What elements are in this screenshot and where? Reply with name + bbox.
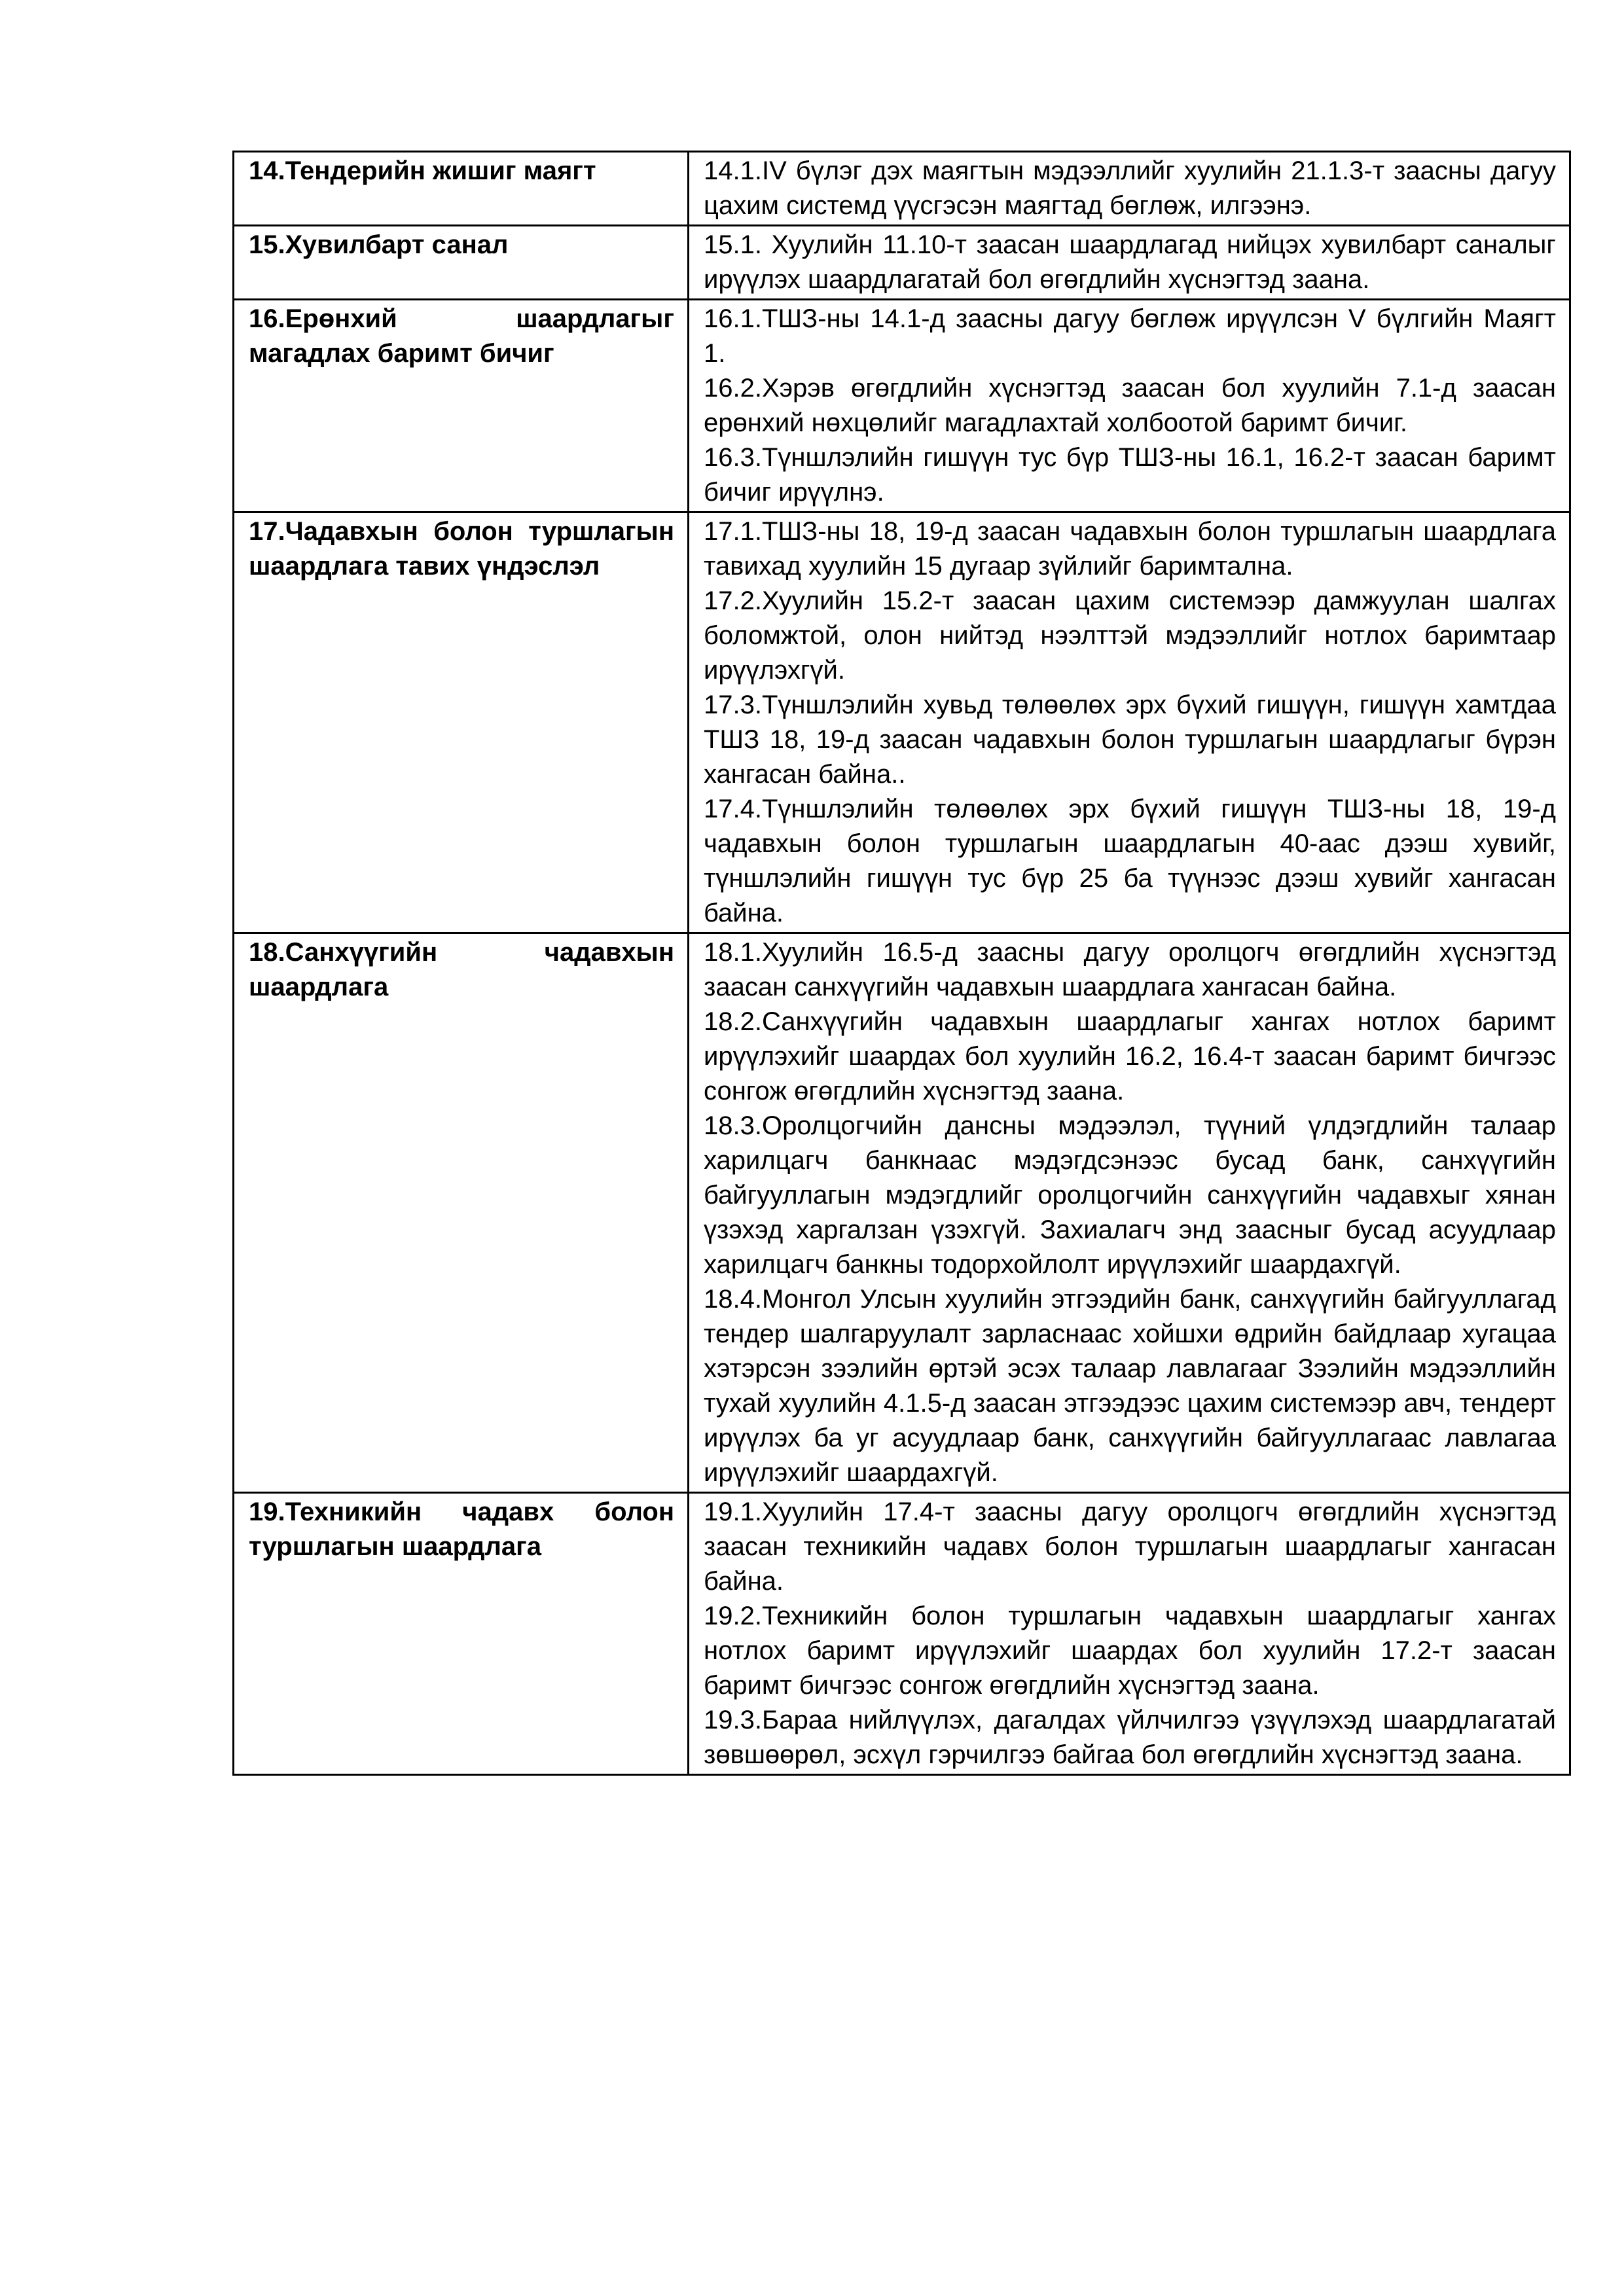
requirements-table — [232, 151, 1571, 1776]
paragraph: 17.1.ТШЗ-ны 18, 19-д заасан чадавхын болон туршлагын шаардлага тавихад хуулийн 15 дугаар зүйлийг баримтална. — [704, 517, 1556, 581]
paragraph: 19.3.Бараа нийлүүлэх, дагалдах үйлчилгээ үзүүлэхэд шаардлагатай зөвшөөрөл, эсхүл гэрчилгээ байгаа бол өгөгдлийн хүснэгтэд заана. — [704, 1706, 1556, 1769]
row-content — [689, 152, 1570, 226]
paragraph: 14.1.IV бүлэг дэх маягтын мэдээллийг хуулийн 21.1.3-т заасны дагуу цахим системд үүсгэсэн маягтад бөглөж, илгээнэ. — [704, 156, 1556, 220]
table-row — [234, 300, 1570, 512]
row-content — [689, 512, 1570, 933]
row-heading: 16.Ерөнхий шаардлагыг магадлах баримт бичиг — [234, 300, 689, 512]
paragraph: 17.3.Түншлэлийн хувьд төлөөлөх эрх бүхий гишүүн, гишүүн хамтдаа ТШЗ 18, 19-д заасан чадавхын болон туршлагын шаардлагыг бүрэн хангасан байна.. — [704, 691, 1556, 789]
row-heading: 15.Хувилбарт санал — [234, 226, 689, 300]
row-content — [689, 933, 1570, 1493]
paragraph: 18.2.Санхүүгийн чадавхын шаардлагыг хангах нотлох баримт ирүүлэхийг шаардах бол хуулийн 16.2, 16.4-т заасан баримт бичгээс сонгож өгөгдлийн хүснэгтэд заана. — [704, 1007, 1556, 1105]
paragraph: 15.1. Хуулийн 11.10-т заасан шаардлагад нийцэх хувилбарт саналыг ирүүлэх шаардлагатай бол өгөгдлийн хүснэгтэд заана. — [704, 230, 1556, 294]
paragraph: 19.2.Техникийн болон туршлагын чадавхын шаардлагыг хангах нотлох баримт ирүүлэхийг шаардах бол хуулийн 17.2-т заасан баримт бичгээс сонгож өгөгдлийн хүснэгтэд заана. — [704, 1602, 1556, 1700]
paragraph: 16.3.Түншлэлийн гишүүн тус бүр ТШЗ-ны 16.1, 16.2-т заасан баримт бичиг ирүүлнэ. — [704, 443, 1556, 507]
paragraph: 16.1.ТШЗ-ны 14.1-д заасны дагуу бөглөж ирүүлсэн V бүлгийн Маягт 1. — [704, 304, 1556, 368]
table-row — [234, 512, 1570, 933]
paragraph: 18.1.Хуулийн 16.5-д заасны дагуу оролцогч өгөгдлийн хүснэгтэд заасан санхүүгийн чадавхын шаардлага хангасан байна. — [704, 938, 1556, 1001]
paragraph: 16.2.Хэрэв өгөгдлийн хүснэгтэд заасан бол хуулийн 7.1-д заасан ерөнхий нөхцөлийг магадлахтай холбоотой баримт бичиг. — [704, 374, 1556, 437]
row-heading: 14.Тендерийн жишиг маягт — [234, 152, 689, 226]
row-heading: 17.Чадавхын болон туршлагын шаардлага тавих үндэслэл — [234, 512, 689, 933]
row-content — [689, 300, 1570, 512]
paragraph: 19.1.Хуулийн 17.4-т заасны дагуу оролцогч өгөгдлийн хүснэгтэд заасан техникийн чадавх болон туршлагын шаардлагыг хангасан байна. — [704, 1498, 1556, 1596]
table-row — [234, 152, 1570, 226]
document-page — [232, 151, 1556, 1776]
table-row — [234, 1493, 1570, 1775]
row-content — [689, 226, 1570, 300]
paragraph: 18.4.Монгол Улсын хуулийн этгээдийн банк, санхүүгийн байгууллагад тендер шалгаруулалт зарласнаас хойшхи өдрийн байдлаар хугацаа хэтэрсэн зээлийн өртэй эсэх талаар лавлагааг Зээлийн мэдээллийн тухай хуулийн 4.1.5-д заасан этгээдээс цахим системээр авч, тендерт ирүүлэх ба уг асуудлаар банк, санхүүгийн байгууллагаас лавлагаа ирүүлэхийг шаардахгүй. — [704, 1285, 1556, 1487]
paragraph: 18.3.Оролцогчийн дансны мэдээлэл, түүний үлдэгдлийн талаар харилцагч банкнаас мэдэгдсэнээс бусад банк, санхүүгийн байгууллагын мэдэгдлийг оролцогчийн санхүүгийн чадавхыг хянан үзэхэд харгалзан үзэхгүй. Захиалагч энд заасныг бусад асуудлаар харилцагч банкны тодорхойлолт ирүүлэхийг шаардахгүй. — [704, 1111, 1556, 1279]
table-row — [234, 226, 1570, 300]
row-content — [689, 1493, 1570, 1775]
row-heading: 18.Санхүүгийн чадавхын шаардлага — [234, 933, 689, 1493]
paragraph: 17.4.Түншлэлийн төлөөлөх эрх бүхий гишүүн ТШЗ-ны 18, 19-д чадавхын болон туршлагын шаардлагын 40-аас дээш хувийг, түншлэлийн гишүүн тус бүр 25 ба түүнээс дээш хувийг хангасан байна. — [704, 795, 1556, 927]
table-row — [234, 933, 1570, 1493]
row-heading: 19.Техникийн чадавх болон туршлагын шаардлага — [234, 1493, 689, 1775]
paragraph: 17.2.Хуулийн 15.2-т заасан цахим системээр дамжуулан шалгах боломжтой, олон нийтэд нээлттэй мэдээллийг нотлох баримтаар ирүүлэхгүй. — [704, 586, 1556, 685]
